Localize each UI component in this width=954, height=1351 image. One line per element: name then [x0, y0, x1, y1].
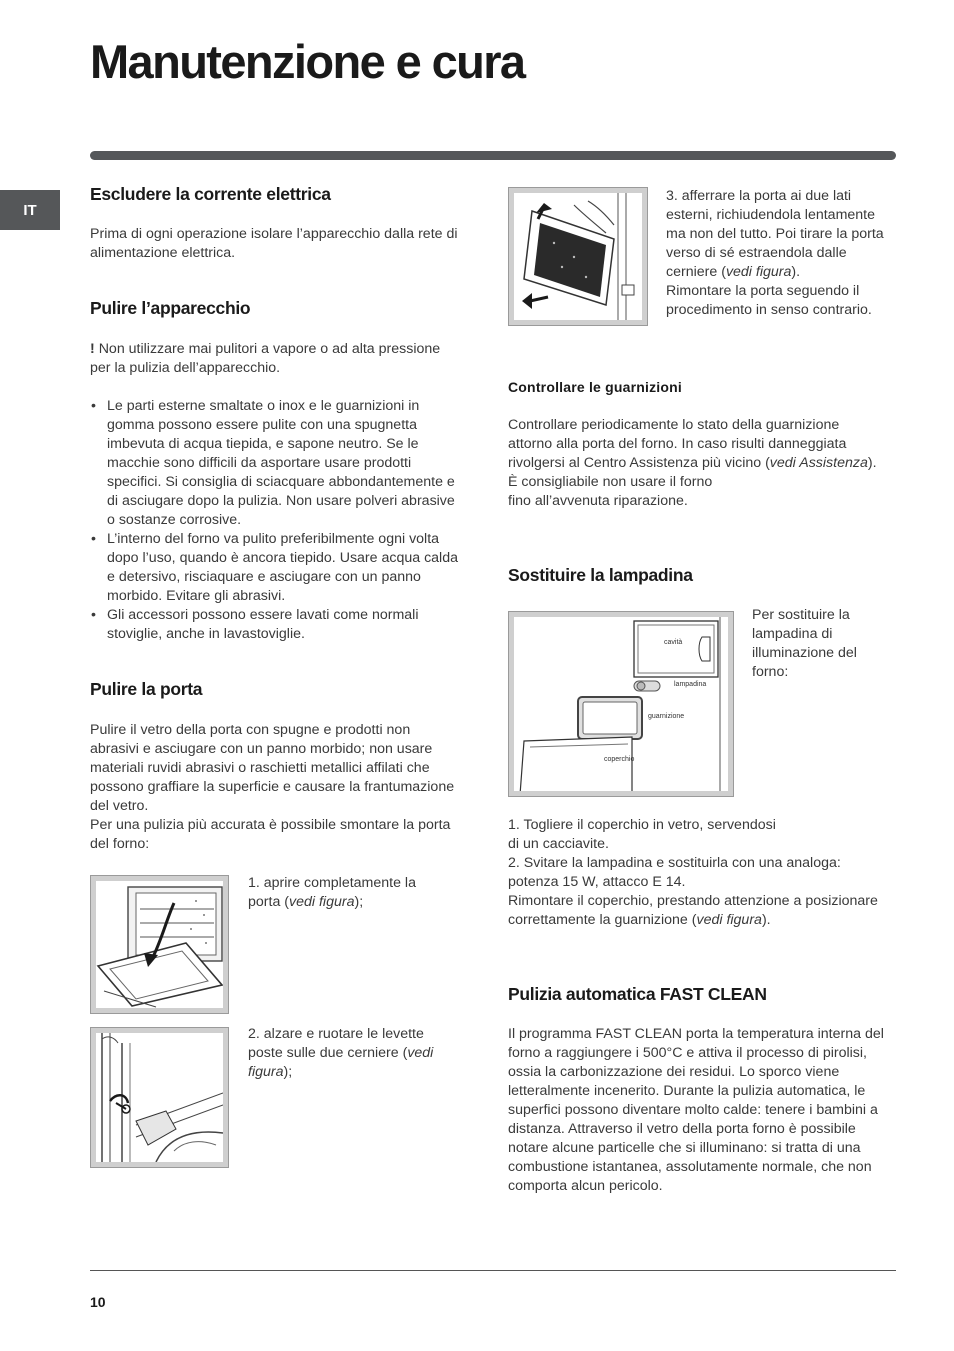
porta-body-1: Pulire il vetro della porta con spugne e prodotti non abrasivi e asciugare con un panno morbido; non usare materiali ruvidi abrasivi o raschietti metallici affilati che possono graffiare la superficie e causare la frantumazione del vetro. — [90, 722, 455, 814]
section-title-fastclean: Pulizia automatica FAST CLEAN — [508, 984, 767, 1004]
porta-body — [90, 721, 462, 854]
open-door-illustration — [96, 881, 223, 1008]
section-title-corrente: Escludere la corrente elettrica — [90, 184, 331, 204]
warning-mark: ! — [90, 341, 95, 357]
section-title-apparecchio: Pulire l’apparecchio — [90, 298, 251, 318]
porta-step-1-ref: vedi figura — [289, 894, 355, 910]
figure-lamp — [508, 611, 734, 797]
remove-door-illustration — [514, 193, 642, 320]
figure-hinge-lever — [90, 1027, 229, 1168]
guarnizioni-body — [508, 416, 886, 511]
section-title-lampadina: Sostituire la lampadina — [508, 565, 693, 585]
guarnizioni-text-b: ). È consigliabile non usare il forno — [508, 455, 877, 490]
list-item: • L’interno del forno va pulito preferibilmente ogni volta dopo l’uso, quando è ancora tiepido. Usare acqua calda e detersivo, risciaquare e asciugare con un panno morbido. Evitare gli abrasivi. — [90, 530, 462, 606]
apparecchio-bullets — [90, 397, 462, 644]
header-rule — [90, 151, 896, 160]
footer-rule — [90, 1270, 896, 1271]
lamp-illustration — [514, 617, 728, 791]
lampadina-step-3: Rimontare il coperchio, prestando attenzione a posizionare correttamente la guarnizione ( — [508, 893, 878, 928]
porta-step-3-reassemble: Rimontare la porta seguendo il procedimento in senso contrario. — [666, 283, 872, 318]
label-coperchio: coperchio — [604, 756, 635, 763]
lampadina-steps — [508, 816, 888, 930]
corrente-body: Prima di ogni operazione isolare l’apparecchio dalla rete di alimentazione elettrica. — [90, 226, 458, 261]
lampadina-step-3-ref: vedi figura — [696, 912, 762, 928]
porta-step-1 — [248, 874, 438, 912]
page-title: Manutenzione e cura — [90, 35, 525, 88]
page-number: 10 — [90, 1294, 106, 1310]
fastclean-body: Il programma FAST CLEAN porta la temperatura interna del forno a raggiungere i 500°C e attiva il processo di pirolisi, ossia la carbonizzazione dei residui. Lo sporco viene letteralmente incenerito. Durante la pulizia automatica, le superfici possono diventare molto calde: tenere i bambini a distanza. Attraverso il vetro della porta forno è possibile notare alcune particelle che si illuminano: si tratta di una combustione istantanea, assolutamente normale, che non comporta alcun pericolo. — [508, 1026, 884, 1194]
label-cavita: cavità — [664, 639, 683, 646]
porta-step-2-close: ); — [283, 1064, 293, 1080]
list-item: • Le parti esterne smaltate o inox e le guarnizioni in gomma possono essere pulite con una spugnetta imbevuta di acqua tiepida, e sapone neutro. Se le macchie sono difficili da asportare usare prodotti specifici. Si consiglia di sciacquare abbondantemente e di asciugare dopo la pulizia. Non usare polveri abrasive o sostanze corrosive. — [90, 397, 462, 530]
porta-step-3-text: 3. afferrare la porta ai due lati esterni, richiudendola lentamente ma non del tutto. Poi tirare la porta verso di sé estraendola dalle cerniere ( — [666, 188, 884, 280]
lampadina-step-2: 2. Svitare la lampadina e sostituirla con una analoga: potenza 15 W, attacco E 14. — [508, 855, 841, 890]
section-title-guarnizioni: Controllare le guarnizioni — [508, 379, 682, 395]
porta-step-3-close: ). — [791, 264, 801, 280]
lampadina-step-3-close: ). — [761, 912, 771, 928]
lampadina-step-1a: 1. Togliere il coperchio in vetro, servendosi — [508, 817, 776, 833]
list-item: • Gli accessori possono essere lavati come normali stoviglie, anche in lavastoviglie. — [90, 606, 462, 644]
porta-step-2-text: 2. alzare e ruotare le levette poste sulle due cerniere ( — [248, 1026, 424, 1061]
section-title-porta: Pulire la porta — [90, 679, 203, 699]
guarnizioni-text-c: fino all’avvenuta riparazione. — [508, 493, 688, 509]
apparecchio-warning — [90, 340, 462, 378]
lampadina-intro: Per sostituire la lampadina di illuminazione del forno: — [752, 607, 857, 680]
porta-step-3-ref: vedi figura — [725, 264, 792, 280]
language-tab: IT — [0, 190, 60, 230]
label-guarnizione: guarnizione — [648, 713, 685, 720]
porta-step-1-text: 1. aprire completamente la porta ( — [248, 875, 416, 910]
porta-step-2-ref: vedi figura — [248, 1045, 434, 1080]
porta-body-2: Per una pulizia più accurata è possibile smontare la porta del forno: — [90, 817, 451, 852]
guarnizioni-ref: vedi Assistenza — [769, 455, 868, 471]
lampadina-step-1b: di un cacciavite. — [508, 836, 609, 852]
porta-step-2 — [248, 1025, 458, 1082]
porta-step-1-close: ); — [354, 894, 364, 910]
guarnizioni-text-a: Controllare periodicamente lo stato della guarnizione attorno alla porta del forno. In caso risulti danneggiata rivolgersi al Centro Assistenza più vicino ( — [508, 417, 847, 471]
hinge-lever-illustration — [96, 1033, 223, 1162]
figure-remove-door — [508, 187, 648, 326]
figure-open-door — [90, 875, 229, 1014]
warning-text: Non utilizzare mai pulitori a vapore o ad alta pressione per la pulizia dell’apparecchio. — [90, 341, 441, 376]
label-lampadina: lampadina — [674, 681, 707, 688]
porta-step-3 — [666, 187, 884, 320]
